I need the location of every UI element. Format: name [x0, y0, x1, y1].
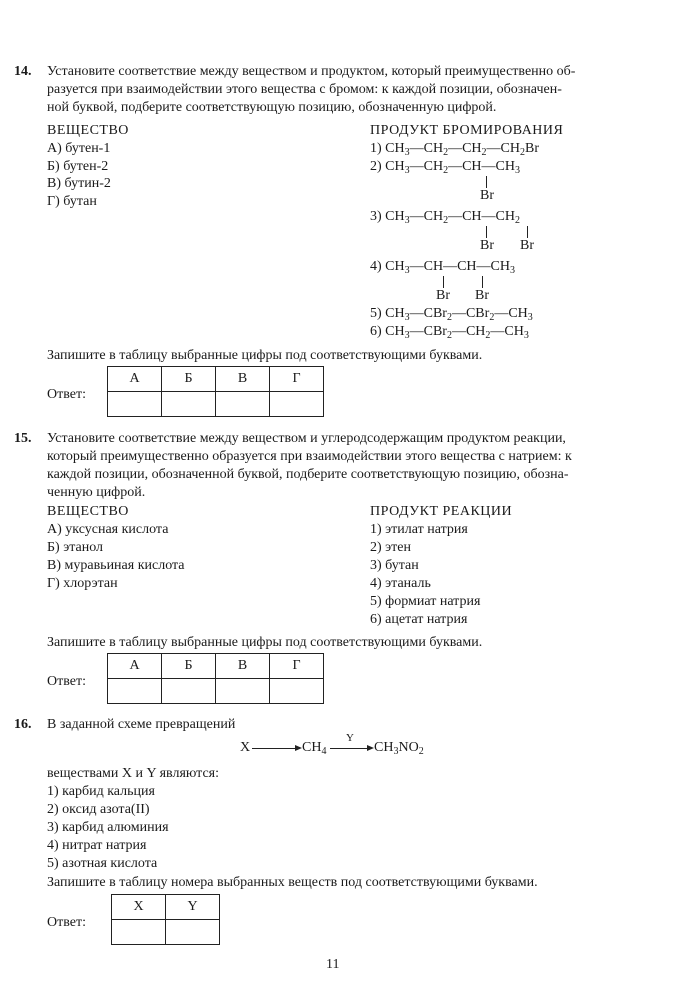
q15-answer-label: Ответ:	[47, 674, 86, 689]
q15-left-item: Б) этанол	[47, 540, 104, 555]
scheme-arrow-2	[330, 748, 368, 749]
answer-column-header: В	[216, 654, 270, 679]
scheme-ch3no2: $CH_3NO_2$	[374, 740, 424, 757]
q15-left-item: В) муравьиная кислота	[47, 558, 185, 573]
q14-text-line: Установите соответствие между веществом и продуктом, который преимущественно об-	[47, 64, 576, 79]
product-formula: $CH_3—CH_2—CH_2—CH_2Br$	[385, 141, 539, 158]
bromine-label: Br	[480, 188, 494, 203]
answer-cell[interactable]	[108, 679, 162, 704]
q14-product-5	[370, 305, 533, 323]
q14-product-3	[370, 208, 520, 226]
product-number: 5)	[370, 306, 382, 321]
q16-option: 3) карбид алюминия	[47, 820, 169, 835]
question-15-text	[47, 430, 655, 502]
answer-cell[interactable]	[270, 392, 324, 417]
answer-cell[interactable]	[162, 392, 216, 417]
product-number: 2)	[370, 159, 382, 174]
arrow-head-icon	[295, 745, 302, 751]
answer-cell[interactable]	[166, 920, 220, 945]
q14-product-2	[370, 158, 520, 176]
product-formula: $CH_3—CBr_2—CBr_2—CH_3$	[385, 306, 533, 323]
q15-text-line: каждой позиции, обозначенной буквой, подберите соответствующую позицию, обозна-	[47, 467, 569, 482]
bromine-label: Br	[436, 288, 450, 303]
q14-instruction: Запишите в таблицу выбранные цифры под соответствующими буквами.	[47, 348, 483, 363]
answer-cell[interactable]	[162, 679, 216, 704]
answer-column-header: Y	[166, 895, 220, 920]
q16-answer-table	[111, 894, 220, 945]
answer-cell[interactable]	[216, 392, 270, 417]
bromine-label: Br	[475, 288, 489, 303]
q14-text-line: разуется при взаимодействии этого вещества с бромом: к каждой позиции, обозначен-	[47, 82, 562, 97]
q14-left-header: ВЕЩЕСТВО	[47, 123, 129, 138]
q14-left-item: А) бутен-1	[47, 141, 111, 156]
q15-text-line: ченную цифрой.	[47, 485, 146, 500]
q15-right-item: 5) формиат натрия	[370, 594, 481, 609]
q15-left-item: А) уксусная кислота	[47, 522, 169, 537]
q15-text-line: который преимущественно образуется при взаимодействии этого вещества с натрием: к	[47, 449, 572, 464]
arrow-head-icon	[367, 745, 374, 751]
q15-right-item: 4) этаналь	[370, 576, 431, 591]
product-formula: $CH_3—CH_2—CH—CH_2$	[385, 209, 520, 226]
bromine-label: Br	[520, 238, 534, 253]
q15-right-item: 2) этен	[370, 540, 411, 555]
scheme-y: Y	[346, 732, 354, 744]
q16-intro: В заданной схеме превращений	[47, 717, 236, 732]
product-number: 6)	[370, 324, 382, 339]
q14-left-item: Г) бутан	[47, 194, 97, 209]
scheme-arrow-1	[252, 748, 296, 749]
answer-column-header: А	[108, 654, 162, 679]
answer-column-header: X	[112, 895, 166, 920]
q15-right-item: 1) этилат натрия	[370, 522, 468, 537]
answer-cell[interactable]	[108, 392, 162, 417]
product-number: 4)	[370, 259, 382, 274]
answer-column-header: Б	[162, 367, 216, 392]
q16-option: 2) оксид азота(II)	[47, 802, 150, 817]
product-formula: $CH_3—CBr_2—CH_2—CH_3$	[385, 324, 529, 341]
q15-instruction: Запишите в таблицу выбранные цифры под соответствующими буквами.	[47, 635, 483, 650]
q14-product-1	[370, 140, 539, 158]
answer-column-header: Г	[270, 367, 324, 392]
question-14-text	[47, 63, 655, 117]
q15-answer-table	[107, 653, 324, 704]
q15-text-line: Установите соответствие между веществом и углеродсодержащим продуктом реакции,	[47, 431, 566, 446]
answer-cell[interactable]	[112, 920, 166, 945]
q16-answer-label: Ответ:	[47, 915, 86, 930]
q14-right-header: ПРОДУКТ БРОМИРОВАНИЯ	[370, 123, 564, 138]
scheme-ch4: $CH_4$	[302, 740, 327, 757]
answer-column-header: А	[108, 367, 162, 392]
q15-right-item: 3) бутан	[370, 558, 419, 573]
answer-cell[interactable]	[270, 679, 324, 704]
question-16-number: 16.	[14, 717, 32, 732]
product-number: 1)	[370, 141, 382, 156]
question-15-number: 15.	[14, 431, 32, 446]
q14-answer-label: Ответ:	[47, 387, 86, 402]
answer-column-header: В	[216, 367, 270, 392]
q16-instruction: Запишите в таблицу номера выбранных веществ под соответствующими буквами.	[47, 875, 538, 890]
q14-left-item: Б) бутен-2	[47, 159, 109, 174]
q16-after: веществами X и Y являются:	[47, 766, 219, 781]
scheme-x: X	[240, 740, 251, 755]
q14-product-6	[370, 323, 529, 341]
q14-text-line: ной буквой, подберите соответствующую позицию, обозначенную цифрой.	[47, 100, 497, 115]
q15-left-item: Г) хлорэтан	[47, 576, 118, 591]
q16-option: 4) нитрат натрия	[47, 838, 147, 853]
q14-left-item: В) бутин-2	[47, 176, 111, 191]
q14-product-4	[370, 258, 515, 276]
bromine-label: Br	[480, 238, 494, 253]
product-formula: $CH_3—CH—CH—CH_3$	[385, 259, 515, 276]
answer-cell[interactable]	[216, 679, 270, 704]
q16-option: 1) карбид кальция	[47, 784, 155, 799]
product-number: 3)	[370, 209, 382, 224]
page-number: 11	[326, 957, 340, 972]
answer-column-header: Г	[270, 654, 324, 679]
q15-left-header: ВЕЩЕСТВО	[47, 504, 129, 519]
question-14-number: 14.	[14, 64, 32, 79]
q14-answer-table	[107, 366, 324, 417]
q16-option: 5) азотная кислота	[47, 856, 158, 871]
q15-right-item: 6) ацетат натрия	[370, 612, 468, 627]
product-formula: $CH_3—CH_2—CH—CH_3$	[385, 159, 520, 176]
answer-column-header: Б	[162, 654, 216, 679]
q15-right-header: ПРОДУКТ РЕАКЦИИ	[370, 504, 513, 519]
